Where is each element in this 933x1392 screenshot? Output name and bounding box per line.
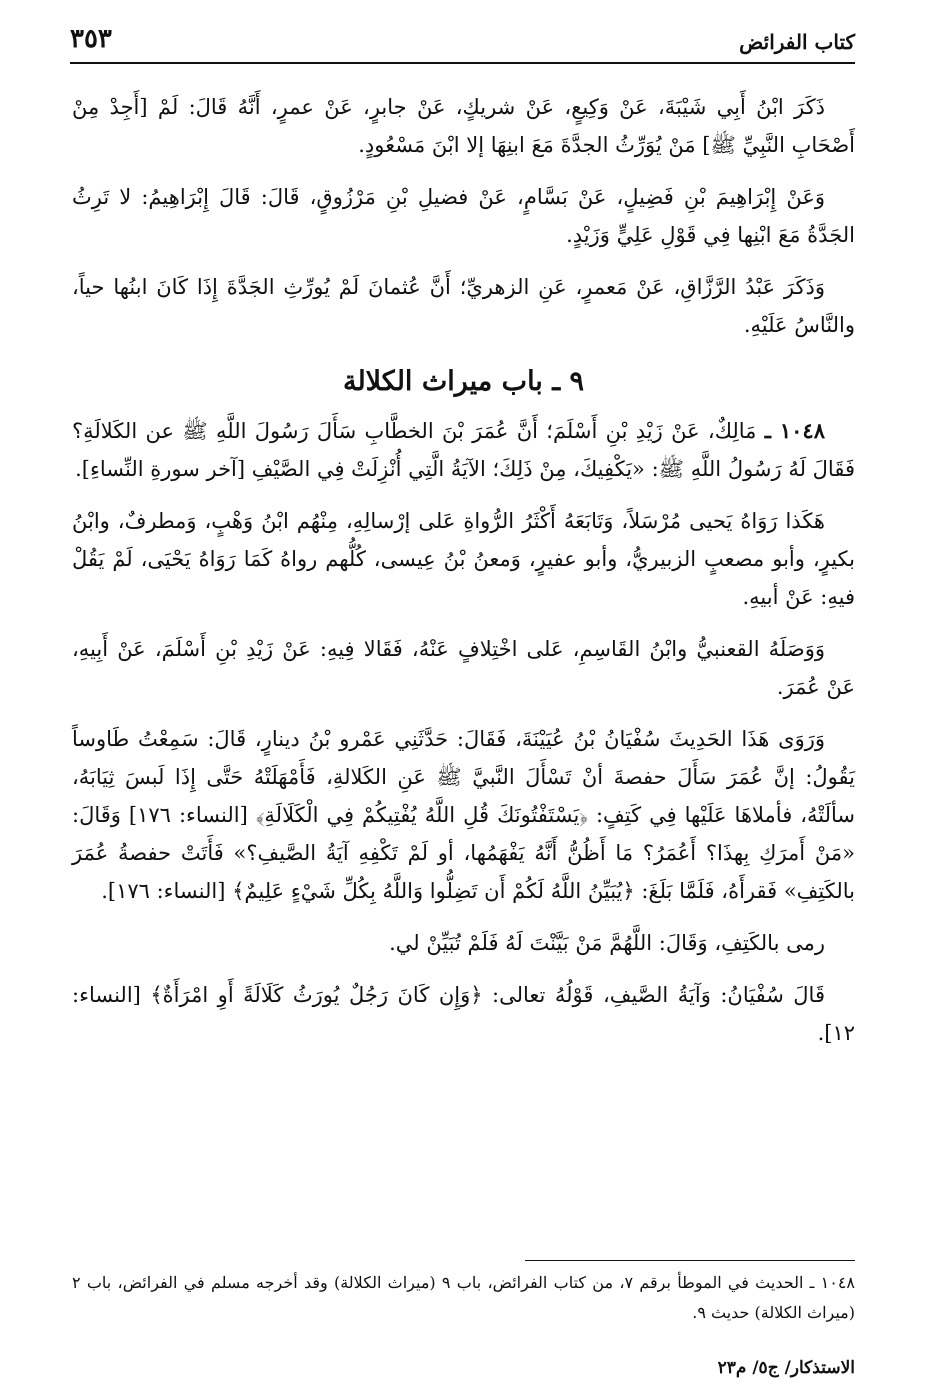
chapter-title: ٩ ـ باب ميراث الكلالة (342, 366, 585, 397)
paragraph-1: ذَكَرَ ابْنُ أَبِي شَيْبَةَ، عَنْ وَكِيعٍ، عَنْ شريكٍ، عَنْ جابرٍ، عَنْ عمرٍ، أَنَّهُ قَالَ: لَمْ [أَجِدْ مِنْ أَصْحَابِ النَّبِيِّ ﷺ] مَنْ يُوَرِّثُ الجدَّةَ مَعَ ابنِهَا إلا ابْنَ مَسْعُودٍ. (72, 95, 855, 157)
paragraph-2: وَعَنْ إِبْرَاهِيمَ بْنِ فَضِيلٍ، عَنْ بَسَّامٍ، عَنْ فضيلِ بْنِ مَرْزُوقٍ، قَالَ: قَالَ إِبْرَاهِيمُ: لا تَرِثُ الجَدَّةُ مَعَ ابْنِها فِي قَوْلِ عَلِيٍّ وَزَيْدٍ. (72, 185, 855, 247)
paragraph-7: وَرَوَى هَذَا الحَدِيثَ سُفْيَانُ بْنُ عُيَيْنَةَ، فَقَالَ: حَدَّثَنِي عَمْرو بْنُ دينارٍ، قَالَ: سَمِعْتُ طَاوساً يَقُولُ: إنَّ عُمَرَ سَأَلَ حفصةَ أنْ تَسْأَلَ النَّبيَّ ﷺ عَنِ الكَلالةِ، فَأَمْهَلَتْهُ حَتَّى إِذَا لَبسَ ثِيَابَهُ، سألَتْهُ، فأملاهَا عَلَيْها فِي كَتِفٍ: ﴿يَسْتَفْتُونَكَ قُلِ اللَّهُ يُفْتِيكُمْ فِي الْكَلَالَةِ﴾ [النساء: ١٧٦] وَقَالَ: «مَنْ أَمرَكِ بِهذَا؟ أَعُمَرُ؟ مَا أَظُنُّ أَنَّهُ يَفْهَمُها، أو لَمْ تَكْفِهِ آيَةُ الصَّيفِ؟» فَأَتَتْ حفصةُ عُمَرَ بالكَتِفِ» فَقرأَهُ، فَلَمَّا بَلَغَ: ﴿يُبَيِّنُ اللَّهُ لَكُمْ أَن تَضِلُّوا وَاللَّهُ بِكُلِّ شَيْءٍ عَلِيمٌ﴾ [النساء: ١٧٦]. (72, 727, 856, 903)
main-text (72, 88, 855, 1066)
hadith-text: مَالِكٌ، عَنْ زَيْدِ بْنِ أَسْلَمَ؛ أَنَّ عُمَرَ بْنَ الخطَّابِ سَأَلَ رَسُولَ اللَّهِ ﷺ عن الكَلالَةِ؟ فَقَالَ لَهُ رَسُولُ اللَّهِ ﷺ: «يَكْفِيكَ، مِنْ ذَلِكَ؛ الآيَةُ الَّتِي أُنْزِلَتْ فِي الصَّيْفِ [آخر سورةِ النِّساءِ]. (72, 419, 855, 481)
paragraph-5: هَكَذا رَوَاهُ يَحيى مُرْسَلاً، وَتَابَعَهُ أَكْثَرُ الرُّواةِ عَلى إرْسالِهِ، مِنْهُم ابْنُ وَهْبٍ، وَمطرفٌ، وابْنُ بكيرٍ، وأبو مصعبٍ الزبيريُّ، وأبو عفيرٍ، وَمعنُ بْنُ عِيسى، كُلُّهم رواهُ كَمَا رَوَاهُ يَحْيَى، لَمْ يَقُلْ فيهِ: عَنْ أبيهِ. (72, 509, 855, 609)
running-title: كتاب الفرائض (739, 30, 855, 54)
paragraph-3: وَذَكَرَ عَبْدُ الرَّزَّاقِ، عَنْ مَعمرٍ، عَنِ الزهريِّ؛ أَنَّ عُثمانَ لَمْ يُورِّثِ الجَدَّةَ إِذَا كَانَ ابنُها حياً، والنَّاسُ عَلَيْهِ. (72, 275, 855, 337)
paragraph-8: رمى بالكَتِفِ، وَقَالَ: اللَّهُمَّ مَنْ بَيَّنْتَ لَهُ فَلَمْ تُبَيِّنْ لي. (389, 931, 825, 955)
footnote: ١٠٤٨ ـ الحديث في الموطأ برقم ٧، من كتاب الفرائض، باب ٩ (ميراث الكلالة) وقد أخرجه مسلم في الفرائض، باب ٢ (ميراث الكلالة) حديث ٩. (72, 1273, 856, 1322)
page-number: ٣٥٣ (70, 24, 112, 54)
signature-mark: الاستذكار/ ج٥/ م٢٣ (717, 1358, 855, 1378)
page-header (70, 22, 855, 64)
paragraph-9: قَالَ سُفْيَانُ: وَآيَةُ الصَّيفِ، قَوْلُهُ تعالى: ﴿وَإِن كَانَ رَجُلٌ يُورَثُ كَلَالَةً أَوِ امْرَأَةٌ﴾ [النساء: ١٢]. (72, 983, 855, 1045)
paragraph-6: وَوَصَلَهُ القعنبيُّ وابْنُ القَاسِمِ، عَلى اخْتِلافٍ عَنْهُ، فَقَالا فِيهِ: عَنْ زَيْدِ بْنِ أَسْلَمَ، عَنْ أَبِيهِ، عَنْ عُمَرَ. (72, 637, 855, 699)
footnote-divider (525, 1260, 855, 1261)
paragraph-hadith (72, 412, 855, 488)
hadith-number: ١٠٤٨ ـ (764, 418, 825, 443)
